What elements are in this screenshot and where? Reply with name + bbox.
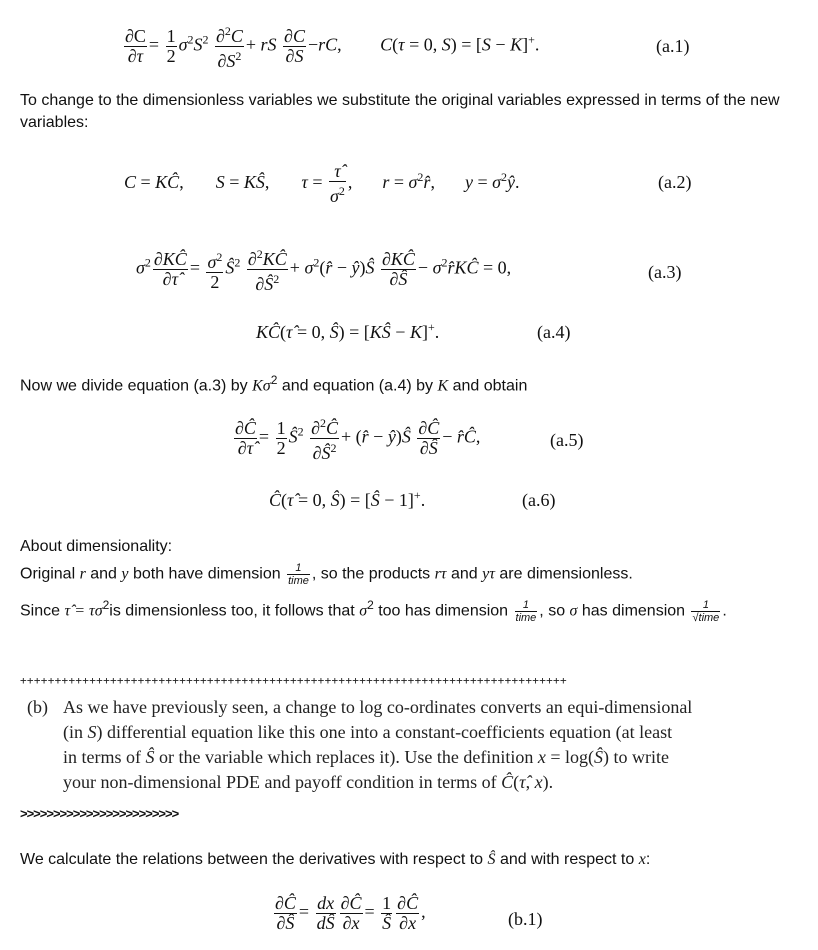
paragraph-substitution: To change to the dimensionless variables we substitute the original variables expressed in terms of the new variables: [20, 92, 780, 131]
part-b-text: As we have previously seen, a change to log co-ordinates converts an equi-dimensional (in S) differential equation like this one into a constant-coefficients equation (at least in terms of Ŝ or the variable which replaces it). Use the definition x = log(Ŝ) to write your non-dimensional PDE and payoff condition in terms of Ĉ(τ̂, x). [63, 697, 693, 792]
dimensionality-line-1: Original r and y both have dimension $\frac{1}{\text{time}}$ , so the products rτ and yτ are dimensionless. [20, 562, 633, 587]
fraction-one-over-sqrt-time: $\frac{1}{\text{√time}}$ [692, 598, 720, 624]
equation-a4: KĈ(τ̂ = 0, Ŝ) = [KŜ − K]+. [256, 320, 440, 342]
dimensionality-line-2: Since τ̂ = $\tau\sigma^2is$ dimensionless too, it follows that $\sigma^2$ too has dimension $\frac{1}{\text{time}}$ , so σ has dimension $\frac{1}{\text{√time}}$ . [20, 598, 727, 624]
equation-b1: $\frac{\partial Ĉ}{\partial Ŝ}$ = $\frac{dx}{dŜ}$ $\frac{\partial Ĉ}{\partial x}$ = $\frac{1}{Ŝ}$ $\frac{\partial Ĉ}{\partial x}$ , [275, 893, 426, 933]
equation-number-a1: (a.1) [656, 36, 690, 56]
arrow-separator: >>>>>>>>>>>>>>>>>>>>>>>> [20, 806, 179, 821]
equation-number-b1: (b.1) [508, 909, 543, 929]
equation-a6: Ĉ(τ̂ = 0, Ŝ) = [Ŝ − 1]+. [269, 488, 426, 510]
equation-number-a5: (a.5) [550, 430, 584, 450]
plus-separator: +++++++++++++++++++++++++++++++++++++++++++++++++++++++++++++++++++++++++++++++ [20, 674, 567, 687]
dimensionality-heading: About dimensionality: [20, 538, 173, 555]
equation-number-a6: (a.6) [522, 490, 556, 510]
part-b-label: (b) [27, 697, 48, 717]
equation-a3: $\sigma^2$ $\frac{\partial KĈ}{\partial\taû}$ = $\frac{\sigma^2}{2}$ $Ŝ^2$ $\frac{\partial^2KĈ}{\partial Ŝ^2}$ + $\sigma^2(r̂$ − ŷ)Ŝ $\frac{\partial KĈ}{\partial Ŝ}$ − $\sigma^2r̂KĈ = 0$, [136, 247, 512, 294]
fraction-one-over-time-2: $\frac{1}{\text{time}}$ [515, 598, 537, 624]
equation-a5: $\frac{\partial Ĉ}{\partial\taû}$ = $\frac{1}{2}$ $Ŝ^2$ $\frac{\partial^2Ĉ}{\partial Ŝ^2}$ + (r̂ − ŷ)Ŝ $\frac{\partial Ĉ}{\partial Ŝ}$ − r̂Ĉ, [235, 416, 481, 463]
paragraph-derivatives: We calculate the relations between the derivatives with respect to Ŝ and with respect to x: [20, 851, 651, 868]
paragraph-divide: Now we divide equation (a.3) by $K\sigma^2$ and equation (a.4) by K and obtain [20, 373, 528, 395]
fraction-one-over-time: $\frac{1}{\text{time}}$ [288, 562, 309, 587]
equation-a1: $\frac{\partial C}{\partial\tau}$ = $\frac{1}{2}$ $\sigma^2S^2$ $\frac{\partial^2C}{\partial S^2}$ + rS $\frac{\partial C}{\partial S}$ −rC, C(τ = 0, S) = [S − K]+. [125, 24, 540, 71]
equation-number-a2: (a.2) [658, 172, 692, 192]
equation-a2: C = KĈ, S = KŜ, τ = $\frac{\taû}{\sigma^2}$ , $r = \sigma^2r̂$, $y = \sigma^2ŷ$. [124, 161, 520, 206]
equation-number-a4: (a.4) [537, 322, 571, 342]
equation-number-a3: (a.3) [648, 262, 682, 282]
